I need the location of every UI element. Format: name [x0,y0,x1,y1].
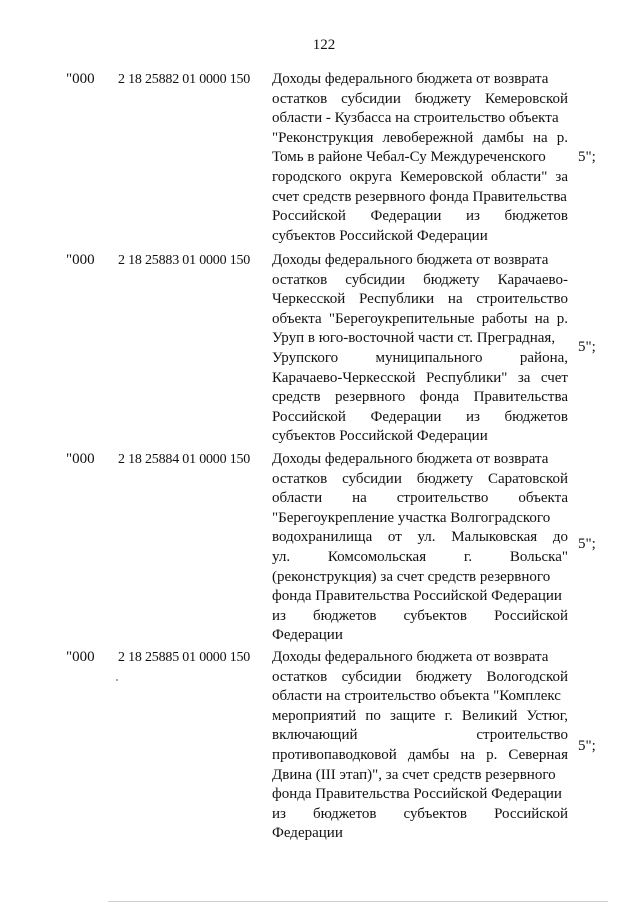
description-line: области на строительство объекта [272,490,568,507]
description-line: остатков субсидии бюджету Карачаево- [272,271,568,288]
description-line: области на строительство объекта "Комплекс [272,688,561,705]
description-line: мероприятий по защите г. Великий Устюг, [272,707,568,724]
end-mark: 5"; [578,536,596,552]
description-line: Доходы федерального бюджета от возврата [272,649,549,665]
description-line: Российской Федерации из бюджетов [272,208,568,225]
description-line: "Реконструкция левобережной дамбы на р. [272,129,568,146]
description-line: из бюджетов субъектов Российской [272,607,568,624]
description-line: (реконструкция) за счет средств резервного [272,568,551,585]
kbk-code: 2 18 25884 01 0000 150 [118,452,251,467]
income-description [272,648,568,844]
description-line: Доходы федерального бюджета от возврата [272,71,549,87]
scan-speck [116,679,118,681]
description-line: счет средств резервного фонда Правительства [272,188,567,205]
income-description [272,251,568,447]
kbk-code: 2 18 25883 01 0000 150 [118,253,251,268]
description-line: Урупского муниципального района, [272,349,568,366]
description-line: Федерации [272,627,343,644]
kbk-code: 2 18 25885 01 0000 150 [118,650,251,665]
description-line: остатков субсидии бюджету Саратовской [272,470,568,487]
end-mark: 5"; [578,149,596,165]
description-line: фонда Правительства Российской Федерации [272,588,562,605]
income-description [272,70,568,246]
description-line: ул. Комсомольская г. Вольска" [272,548,568,565]
description-line: противопаводковой дамбы на р. Северная [272,746,568,763]
description-line: Томь в районе Чебал-Су Междуреченского [272,149,546,166]
description-line: объекта "Берегоукрепительные работы на р. [272,310,568,327]
description-line: Доходы федерального бюджета от возврата [272,252,549,268]
end-mark: 5"; [578,339,596,355]
scan-edge-line [108,901,608,902]
description-line: субъектов Российской Федерации [272,227,488,244]
description-line: Российской Федерации из бюджетов [272,408,568,425]
description-line: Федерации [272,825,343,842]
description-line: области - Кузбасса на строительство объекта [272,110,559,127]
kbk-code: 2 18 25882 01 0000 150 [118,72,251,87]
description-line: Двина (III этап)", за счет средств резервного [272,766,556,783]
description-line: городского округа Кемеровской области" за [272,168,568,185]
description-line: фонда Правительства Российской Федерации [272,786,562,803]
description-line: включающий строительство [272,727,568,744]
end-mark: 5"; [578,738,596,754]
description-line: Черкесской Республики на строительство [272,291,568,308]
admin-code: "000 [66,71,95,87]
page-number: 122 [312,37,336,53]
description-line: водохранилища от ул. Малыковская до [272,529,568,546]
description-line: Уруп в юго-восточной части ст. Преградная, [272,330,556,347]
income-description [272,450,568,646]
description-line: субъектов Российской Федерации [272,428,488,445]
description-line: из бюджетов субъектов Российской [272,805,568,822]
admin-code: "000 [66,649,95,665]
admin-code: "000 [66,252,95,268]
description-line: Доходы федерального бюджета от возврата [272,451,549,467]
description-line: средств резервного фонда Правительства [272,389,568,406]
description-line: остатков субсидии бюджету Вологодской [272,668,568,685]
description-line: остатков субсидии бюджету Кемеровской [272,90,568,107]
admin-code: "000 [66,451,95,467]
description-line: Карачаево-Черкесской Республики" за счет [272,369,568,386]
description-line: "Берегоукрепление участка Волгоградского [272,509,551,526]
